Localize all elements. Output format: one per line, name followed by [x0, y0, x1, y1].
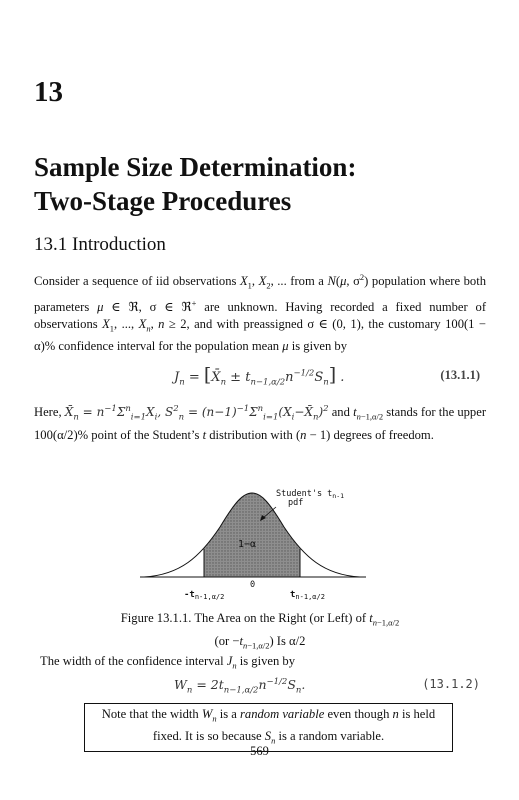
text-span: is a random variable. [275, 728, 385, 743]
page-number: 569 [250, 744, 269, 758]
text-span: is a [216, 707, 240, 721]
chapter-number: 13 [34, 76, 63, 108]
note-box: Note that the width $W_n$ is a random variable even though n is held fixed. It is so because $S_n$ is a random variable. [84, 703, 453, 752]
figure-caption [34, 609, 486, 654]
equation-number: (13.1.1) [440, 368, 480, 382]
right-critical-label: $t_{n-1,\alpha/2}$ [290, 590, 325, 601]
text-span: , and with preassigned σ ∈ (0, 1), the customary 100(1 − α)% confidence interval for the population mean [34, 317, 486, 354]
caption-line1: Figure 13.1.1. The Area on the Right (or Left) of $t_{n-1,\alpha/2}$ [120, 611, 400, 628]
text-span: − 1) degrees of freedom. [306, 427, 434, 442]
t-pdf-plot [140, 487, 380, 605]
t-distribution-figure [140, 487, 380, 610]
equation-formula: $J_n$ = $[X̄_n \pm t_{n-1,\alpha/2}n^{-1/2}S_n]$ . [174, 364, 345, 388]
zero-label: 0 [250, 580, 256, 590]
text-span: , ... from a [270, 274, 328, 289]
paragraph-width: The width of the confidence interval $J_n$ is given by [40, 654, 296, 671]
chapter-title-line2: Two-Stage Procedures [34, 186, 292, 216]
emphasis-text: random variable [240, 707, 325, 721]
text-span: is given by [288, 339, 347, 354]
text-span: is held fixed. It is so because [152, 707, 436, 743]
text-span: stands for the upper 100(α/2)% point of the Student’s [34, 405, 487, 442]
text-span: population where both parameters [34, 274, 487, 315]
text-span: are unknown. Having recorded a fixed number of observations [34, 300, 487, 332]
center-area-label: 1−α [238, 539, 257, 550]
paragraph-definitions: Here, $X̄_n = n^{-1}\Sigma^n_{i=1}X_i$, $S^2_n$ = $(n-1)^{-1}\Sigma^n_{i=1}(X_i-X̄_n)^2$ and $t_{n-1,\alpha/2}$ stands for the upper 100(α/2)% point of the Student’s t distribution with (n − 1) degrees of freedom. [34, 404, 487, 442]
annotation-label: Student's $t_{n-1}$ [276, 489, 345, 500]
text-span: The width of the confidence interval [40, 654, 227, 668]
text-span: Here, [34, 405, 65, 419]
caption-line2: $(or -t_{n-1,\alpha/2})$ Is α/2 [214, 633, 306, 651]
equation-formula: $W_n = 2t_{n-1,\alpha/2}n^{-1/2}S_n$. [174, 677, 306, 696]
text-span: distribution with ( [206, 427, 301, 442]
equation-number: (13.1.2) [422, 677, 480, 691]
paragraph-intro: Consider a sequence of iid observations $X_1$, $X_2$, ... from a N(μ, $\sigma^2$) population where both parameters μ ∈ ℜ, σ ∈ ℜ+ are unknown. Having recorded a fixed number of observations $X_1$, ..., $X_n$, n ≥ 2, and with preassigned σ ∈ (0, 1), the customary 100(1 − α)% confidence interval for the population mean μ is given by [34, 272, 487, 354]
text-span: (or − [214, 633, 240, 648]
text-span: even though [324, 707, 393, 721]
section-heading: 13.1 Introduction [34, 234, 166, 255]
text-span: Figure 13.1.1. The Area on the Right (or Left) of [120, 611, 370, 625]
chapter-title [34, 150, 494, 218]
shaded-area [144, 493, 360, 577]
text-span: ) Is α/2 [269, 633, 306, 648]
text-span: is given by [236, 654, 296, 668]
text-span: Note that the width [101, 707, 202, 721]
text-span: Consider a sequence of iid observations [34, 274, 240, 289]
chapter-title-line1: Sample Size Determination: [34, 152, 357, 182]
text-span: and [328, 405, 354, 419]
annotation-pdf-label: pdf [288, 498, 304, 508]
left-critical-label: $-t_{n-1,\alpha/2}$ [184, 590, 225, 601]
